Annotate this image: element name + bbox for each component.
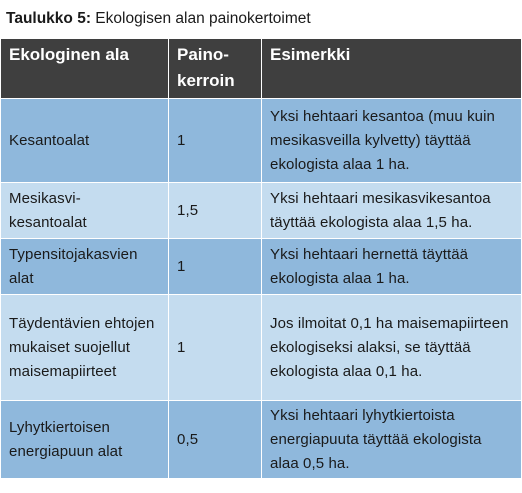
cell-example: Yksi hehtaari lyhytkiertoista energiapuuta täyttää ekologista alaa 0,5 ha. (262, 401, 522, 479)
cell-weight: 1 (169, 99, 262, 183)
header-ecological-area: Ekologinen ala (1, 39, 169, 99)
caption-text: Ekologisen alan painokertoimet (90, 10, 311, 27)
cell-area: Typensitojakasvien alat (1, 239, 169, 295)
cell-area: Lyhytkiertoisen energiapuun alat (1, 401, 169, 479)
table-row (1, 183, 522, 239)
table-row (1, 99, 522, 183)
cell-example: Yksi hehtaari hernettä täyttää ekologista alaa 1 ha. (262, 239, 522, 295)
cell-example: Yksi hehtaari mesikasvikesantoa täyttää ekologista alaa 1,5 ha. (262, 183, 522, 239)
header-weight-line1: Paino- (177, 45, 229, 64)
cell-weight: 0,5 (169, 401, 262, 479)
cell-weight: 1 (169, 295, 262, 401)
ecological-area-weights-table (0, 38, 522, 479)
header-weight-line2: kerroin (177, 71, 235, 90)
cell-example: Jos ilmoitat 0,1 ha maisemapiirteen ekologiseksi alaksi, se täyttää ekologista alaa 0,1 ha. (262, 295, 522, 401)
cell-weight: 1,5 (169, 183, 262, 239)
cell-area: Täydentävien ehtojen mukaiset suojellut maisemapiirteet (1, 295, 169, 401)
cell-area-line1: Mesikasvi- (9, 189, 81, 207)
caption-lead: Taulukko 5: (6, 10, 91, 27)
cell-area: Kesantoalat (1, 99, 169, 183)
table-header-row (1, 39, 522, 99)
cell-example: Yksi hehtaari kesantoa (muu kuin mesikasveilla kylvetty) täyttää ekologista alaa 1 ha. (262, 99, 522, 183)
table-caption (6, 6, 311, 32)
cell-area (1, 183, 169, 239)
cell-area-line2: kesantoalat (9, 213, 87, 231)
table-row (1, 295, 522, 401)
cell-weight: 1 (169, 239, 262, 295)
header-example: Esimerkki (262, 39, 522, 99)
table-row (1, 239, 522, 295)
header-weight (169, 39, 262, 99)
table-row (1, 401, 522, 479)
